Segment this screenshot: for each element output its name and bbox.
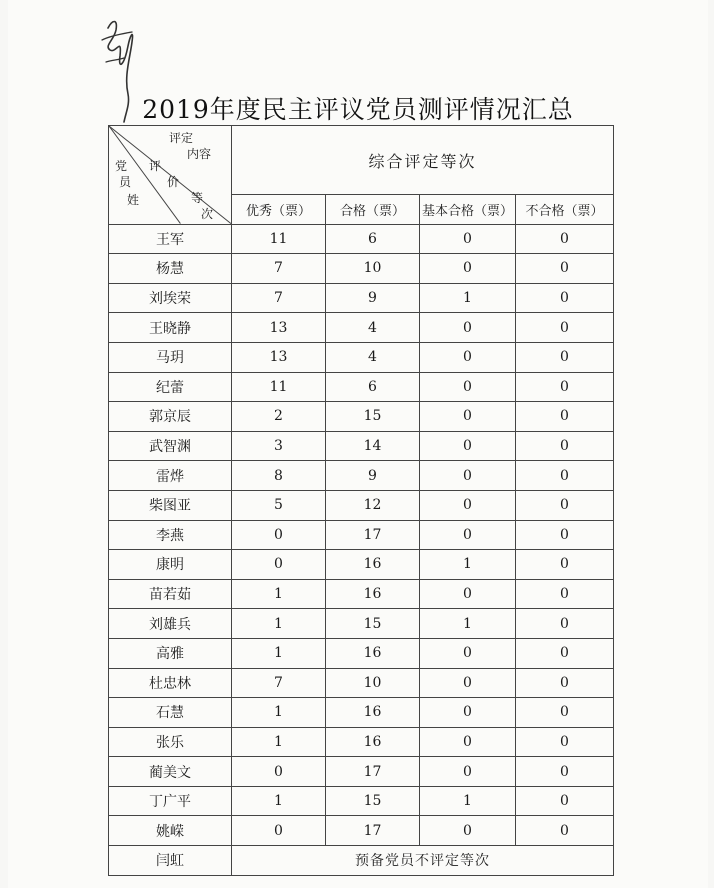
vote-unqualified: 0 (516, 313, 614, 343)
vote-qualified: 17 (326, 816, 420, 846)
table-row (109, 727, 614, 757)
column-header-excellent: 优秀（票） (232, 195, 326, 225)
vote-basically-qualified: 0 (420, 313, 516, 343)
member-name: 闫虹 (109, 846, 232, 876)
vote-basically-qualified: 1 (420, 786, 516, 816)
vote-unqualified: 0 (516, 609, 614, 639)
vote-unqualified: 0 (516, 224, 614, 254)
vote-excellent: 2 (232, 402, 326, 432)
table-row (109, 786, 614, 816)
vote-excellent: 0 (232, 816, 326, 846)
diag-label-grade-1: 评 (149, 159, 162, 173)
vote-unqualified: 0 (516, 461, 614, 491)
vote-qualified: 14 (326, 431, 420, 461)
vote-unqualified: 0 (516, 698, 614, 728)
diag-label-grade-2: 价 (167, 175, 180, 189)
member-name: 杨慧 (109, 254, 232, 284)
vote-excellent: 7 (232, 668, 326, 698)
member-name: 雷烨 (109, 461, 232, 491)
vote-excellent: 5 (232, 490, 326, 520)
vote-excellent: 13 (232, 342, 326, 372)
vote-unqualified: 0 (516, 520, 614, 550)
vote-unqualified: 0 (516, 757, 614, 787)
diag-label-member-2: 员 (119, 175, 132, 189)
table-row (109, 550, 614, 580)
member-name: 丁广平 (109, 786, 232, 816)
probationary-note: 预备党员不评定等次 (232, 846, 614, 876)
vote-unqualified: 0 (516, 431, 614, 461)
member-name: 刘雄兵 (109, 609, 232, 639)
vote-excellent: 11 (232, 224, 326, 254)
member-name: 张乐 (109, 727, 232, 757)
vote-qualified: 16 (326, 727, 420, 757)
member-name: 刘埃荣 (109, 283, 232, 313)
member-name: 石慧 (109, 698, 232, 728)
vote-qualified: 10 (326, 668, 420, 698)
vote-qualified: 9 (326, 283, 420, 313)
table-row (109, 313, 614, 343)
vote-excellent: 0 (232, 520, 326, 550)
column-header-qualified: 合格（票） (326, 195, 420, 225)
vote-unqualified: 0 (516, 372, 614, 402)
vote-basically-qualified: 0 (420, 727, 516, 757)
vote-unqualified: 0 (516, 638, 614, 668)
vote-basically-qualified: 0 (420, 698, 516, 728)
vote-qualified: 16 (326, 579, 420, 609)
vote-qualified: 17 (326, 757, 420, 787)
member-name: 姚嵘 (109, 816, 232, 846)
vote-basically-qualified: 0 (420, 431, 516, 461)
vote-excellent: 1 (232, 638, 326, 668)
member-name: 王晓静 (109, 313, 232, 343)
vote-qualified: 6 (326, 224, 420, 254)
table-row (109, 402, 614, 432)
vote-excellent: 1 (232, 579, 326, 609)
vote-basically-qualified: 0 (420, 668, 516, 698)
column-header-unqualified: 不合格（票） (516, 195, 614, 225)
diag-label-grade-3: 等 (191, 191, 204, 205)
vote-excellent: 1 (232, 609, 326, 639)
table-row (109, 638, 614, 668)
table-row (109, 372, 614, 402)
vote-excellent: 1 (232, 698, 326, 728)
member-name: 蔺美文 (109, 757, 232, 787)
table-row (109, 461, 614, 491)
column-header-basically-qualified: 基本合格（票） (420, 195, 516, 225)
table-row (109, 254, 614, 284)
table-row (109, 224, 614, 254)
table-row (109, 609, 614, 639)
member-name: 杜忠林 (109, 668, 232, 698)
vote-qualified: 15 (326, 402, 420, 432)
vote-basically-qualified: 0 (420, 816, 516, 846)
member-name: 高雅 (109, 638, 232, 668)
document-page (8, 0, 708, 888)
header-overall-rating: 综合评定等次 (232, 126, 614, 195)
page-title: 2019年度民主评议党员测评情况汇总 (142, 95, 574, 124)
vote-unqualified: 0 (516, 579, 614, 609)
table-row (109, 698, 614, 728)
vote-basically-qualified: 0 (420, 461, 516, 491)
vote-unqualified: 0 (516, 254, 614, 284)
vote-qualified: 4 (326, 313, 420, 343)
vote-basically-qualified: 0 (420, 342, 516, 372)
vote-basically-qualified: 0 (420, 638, 516, 668)
vote-qualified: 9 (326, 461, 420, 491)
diag-label-content-1: 评定 (169, 131, 194, 145)
vote-basically-qualified: 0 (420, 490, 516, 520)
diag-label-grade-4: 次 (201, 207, 214, 221)
diag-label-member-1: 党 (115, 159, 128, 173)
table-row (109, 342, 614, 372)
vote-basically-qualified: 1 (420, 283, 516, 313)
vote-basically-qualified: 0 (420, 520, 516, 550)
diagonal-header-cell (109, 126, 232, 225)
vote-excellent: 0 (232, 550, 326, 580)
table-row (109, 283, 614, 313)
vote-excellent: 11 (232, 372, 326, 402)
member-name: 王军 (109, 224, 232, 254)
vote-unqualified: 0 (516, 402, 614, 432)
vote-unqualified: 0 (516, 490, 614, 520)
vote-unqualified: 0 (516, 283, 614, 313)
vote-unqualified: 0 (516, 786, 614, 816)
table-row (109, 816, 614, 846)
vote-basically-qualified: 0 (420, 757, 516, 787)
table-row (109, 668, 614, 698)
vote-excellent: 1 (232, 727, 326, 757)
vote-qualified: 16 (326, 550, 420, 580)
vote-qualified: 17 (326, 520, 420, 550)
vote-unqualified: 0 (516, 550, 614, 580)
vote-excellent: 3 (232, 431, 326, 461)
table-row (109, 490, 614, 520)
vote-qualified: 16 (326, 698, 420, 728)
member-name: 康明 (109, 550, 232, 580)
vote-qualified: 12 (326, 490, 420, 520)
table-body (109, 224, 614, 875)
diag-label-content-2: 内容 (187, 147, 212, 161)
table-row (109, 431, 614, 461)
vote-unqualified: 0 (516, 816, 614, 846)
vote-excellent: 7 (232, 254, 326, 284)
vote-excellent: 8 (232, 461, 326, 491)
diag-label-member-3: 姓 (127, 193, 140, 207)
member-name: 纪蕾 (109, 372, 232, 402)
vote-unqualified: 0 (516, 727, 614, 757)
vote-basically-qualified: 0 (420, 254, 516, 284)
member-name: 郭京辰 (109, 402, 232, 432)
member-name: 苗若茹 (109, 579, 232, 609)
vote-basically-qualified: 0 (420, 402, 516, 432)
table-row-probationary (109, 846, 614, 876)
member-name: 李燕 (109, 520, 232, 550)
vote-excellent: 7 (232, 283, 326, 313)
table-row (109, 579, 614, 609)
table-row (109, 757, 614, 787)
member-name: 柴图亚 (109, 490, 232, 520)
vote-unqualified: 0 (516, 668, 614, 698)
vote-excellent: 13 (232, 313, 326, 343)
vote-basically-qualified: 0 (420, 372, 516, 402)
vote-qualified: 15 (326, 609, 420, 639)
vote-qualified: 16 (326, 638, 420, 668)
table-row (109, 520, 614, 550)
vote-basically-qualified: 1 (420, 609, 516, 639)
member-name: 马玥 (109, 342, 232, 372)
vote-unqualified: 0 (516, 342, 614, 372)
vote-excellent: 0 (232, 757, 326, 787)
evaluation-summary-table (108, 125, 614, 876)
vote-qualified: 6 (326, 372, 420, 402)
vote-basically-qualified: 0 (420, 579, 516, 609)
member-name: 武智渊 (109, 431, 232, 461)
vote-qualified: 10 (326, 254, 420, 284)
vote-qualified: 4 (326, 342, 420, 372)
vote-basically-qualified: 1 (420, 550, 516, 580)
vote-qualified: 15 (326, 786, 420, 816)
vote-excellent: 1 (232, 786, 326, 816)
vote-basically-qualified: 0 (420, 224, 516, 254)
